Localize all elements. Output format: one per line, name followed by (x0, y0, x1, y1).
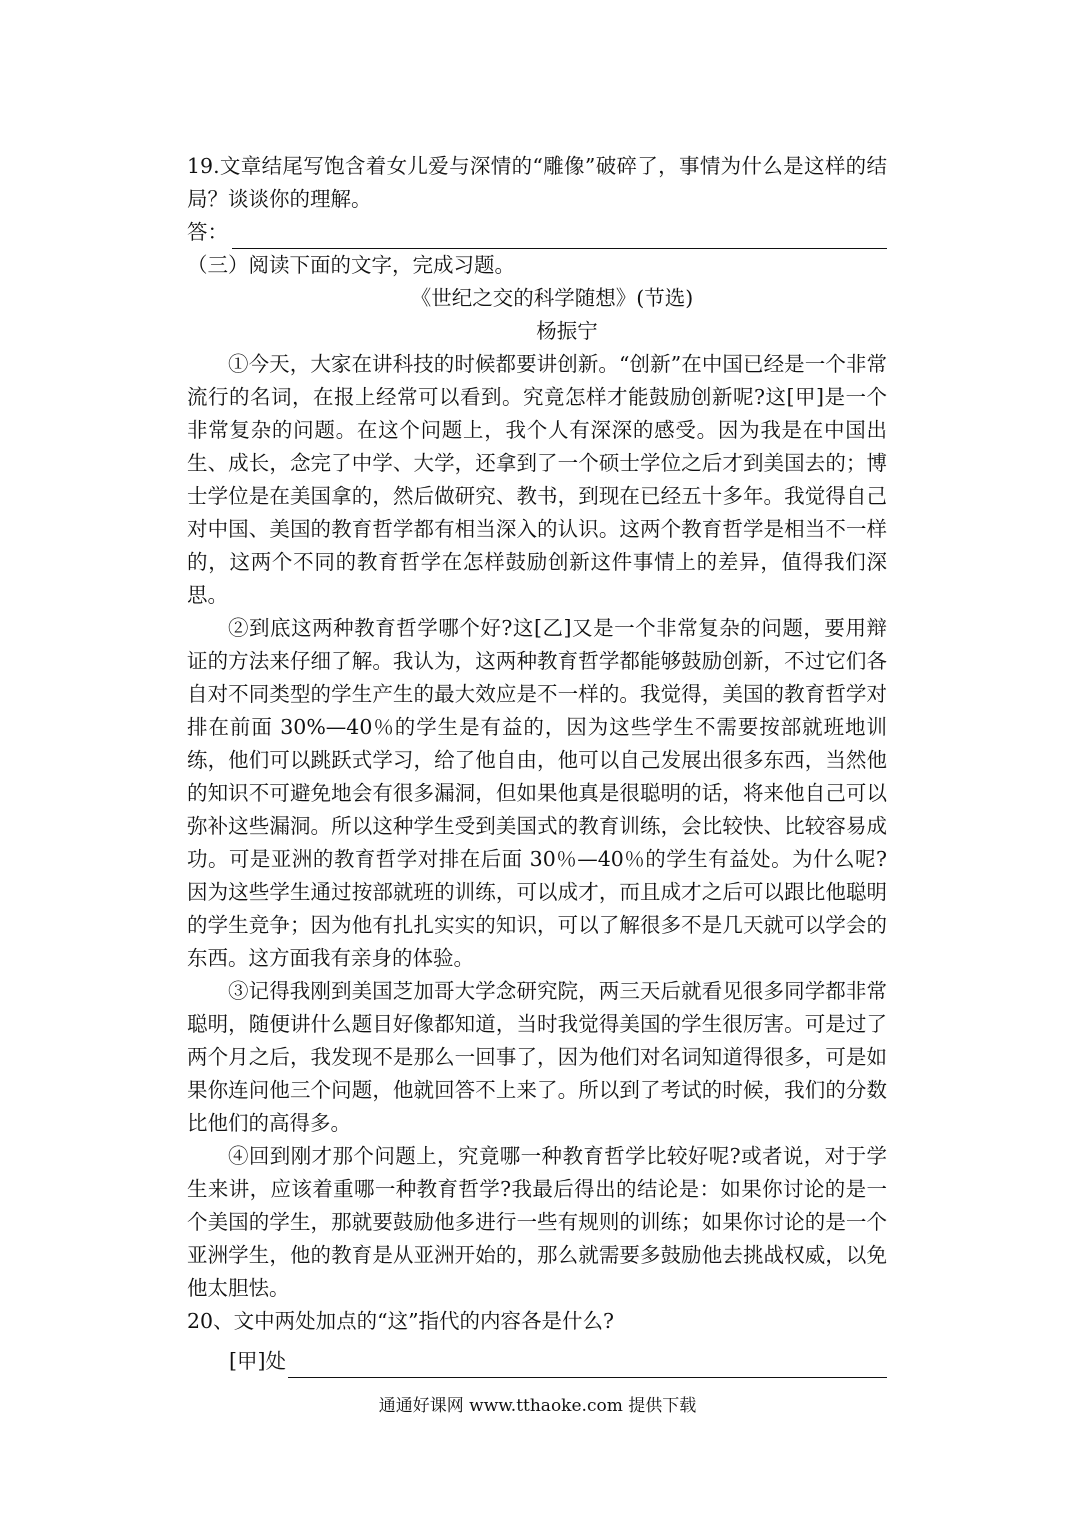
paragraph-2: ②到底这两种教育哲学哪个好?这[乙]又是一个非常复杂的问题，要用辩证的方法来仔细了解。我认为，这两种教育哲学都能够鼓励创新，不过它们各自对不同类型的学生产生的最大效应是不一样的。我觉得，美国的教育哲学对排在前面 30%—40％的学生是有益的，因为这些学生不需要按部就班地训练，他们可以跳跃式学习，给了他自由，他可以自己发展出很多东西，当然他的知识不可避免地会有很多漏洞，但如果他真是很聪明的话，将来他自己可以弥补这些漏洞。所以这种学生受到美国式的教育训练，会比较快、比较容易成功。可是亚洲的教育哲学对排在后面 30％—40％的学生有益处。为什么呢?因为这些学生通过按部就班的训练，可以成才，而且成才之后可以跟比他聪明的学生竞争；因为他有扎扎实实的知识，可以了解很多不是几天就可以学会的东西。这方面我有亲身的体验。 (187, 616, 887, 970)
article-author: 杨振宁 (536, 319, 598, 343)
section-heading: （三）阅读下面的文字，完成习题。 (187, 253, 515, 277)
answer-line-19 (187, 216, 887, 249)
article-title: 《世纪之交的科学随想》(节选) (410, 286, 694, 310)
question-19: 19.文章结尾写饱含着女儿爱与深情的“雕像”破碎了，事情为什么是这样的结局？谈谈你的理解。 (187, 154, 887, 211)
question-20: 20、文中两处加点的“这”指代的内容各是什么? (187, 1309, 615, 1333)
answer-blank-19[interactable] (232, 223, 887, 249)
paragraph-1: ①今天，大家在讲科技的时候都要讲创新。“创新”在中国已经是一个非常流行的名词，在报上经常可以看到。究竟怎样才能鼓励创新呢?这[甲]是一个非常复杂的问题。在这个问题上，我个人有深深的感受。因为我是在中国出生、成长，念完了中学、大学，还拿到了一个硕士学位之后才到美国去的；博士学位是在美国拿的，然后做研究、教书，到现在已经五十多年。我觉得自己对中国、美国的教育哲学都有相当深入的认识。这两个教育哲学是相当不一样的，这两个不同的教育哲学在怎样鼓励创新这件事情上的差异，值得我们深思。 (187, 352, 887, 607)
paragraph-4: ④回到刚才那个问题上，究竟哪一种教育哲学比较好呢?或者说，对于学生来讲，应该着重哪一种教育哲学?我最后得出的结论是：如果你讨论的是一个美国的学生，那就要鼓励他多进行一些有规则的训练；如果你讨论的是一个亚洲学生，他的教育是从亚洲开始的，那么就需要多鼓励他去挑战权威，以免他太胆怯。 (187, 1144, 887, 1300)
document-body (187, 150, 887, 1378)
answer-label: 答： (187, 220, 228, 244)
footer-text: 通通好课网 www.tthaoke.com 提供下载 (378, 1396, 697, 1416)
jia-label: [甲]处 (229, 1349, 286, 1373)
answer-line-jia (187, 1338, 887, 1378)
answer-blank-jia[interactable] (288, 1347, 887, 1378)
paragraph-3: ③记得我刚到美国芝加哥大学念研究院，两三天后就看见很多同学都非常聪明，随便讲什么题目好像都知道，当时我觉得美国的学生很厉害。可是过了两个月之后，我发现不是那么一回事了，因为他们对名词知道得很多，可是如果你连问他三个问题，他就回答不上来了。所以到了考试的时候，我们的分数比他们的高得多。 (187, 979, 887, 1135)
